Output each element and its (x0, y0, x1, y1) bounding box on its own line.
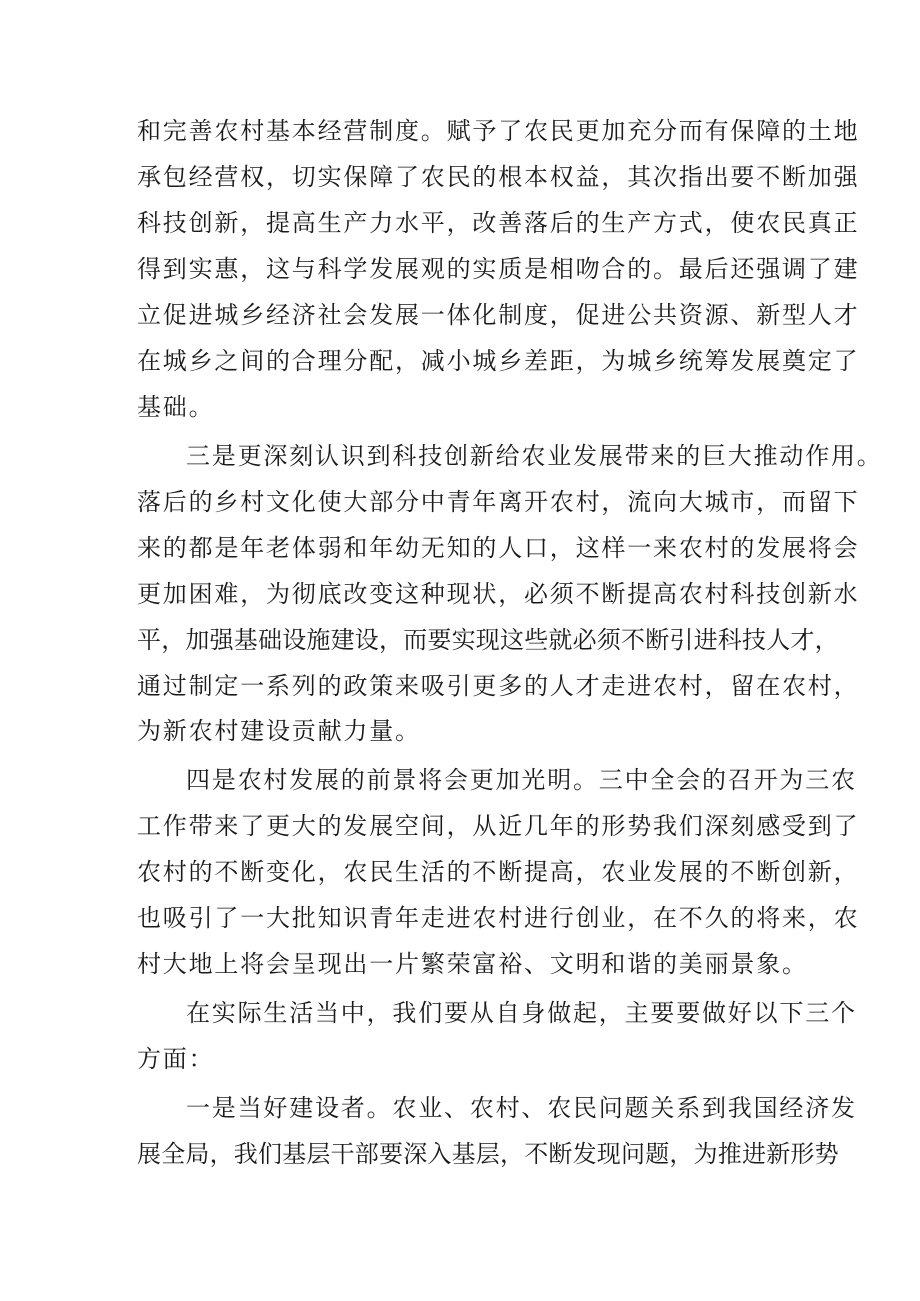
text-line: 村大地上将会呈现出一片繁荣富裕、文明和谐的美丽景象。 (137, 950, 808, 978)
text-line: 更加困难，为彻底改变这种现状，必须不断提高农村科技创新水 (137, 580, 860, 608)
text-line: 为新农村建设贡献力量。 (137, 717, 421, 745)
text-line: 来的都是年老体弱和年幼无知的人口，这样一来农村的发展将会 (137, 534, 860, 562)
text-line: 四是农村发展的前景将会更加光明。三中全会的召开为三农 (186, 766, 857, 794)
text-line: 展全局，我们基层干部要深入基层，不断发现问题，为推进新形势 (137, 1140, 839, 1168)
text-line: 通过制定一系列的政策来吸引更多的人才走进农村，留在农村， (137, 672, 860, 700)
text-line: 工作带来了更大的发展空间，从近几年的形势我们深刻感受到了 (137, 812, 860, 840)
text-line: 在城乡之间的合理分配，减小城乡差距，为城乡统筹发展奠定了 (137, 347, 860, 375)
text-line: 立促进城乡经济社会发展一体化制度，促进公共资源、新型人才 (137, 301, 860, 329)
text-line: 和完善农村基本经营制度。赋予了农民更加充分而有保障的土地 (137, 117, 860, 145)
text-line: 基础。 (137, 393, 215, 421)
text-line: 科技创新，提高生产力水平，改善落后的生产方式，使农民真正 (137, 209, 860, 237)
text-line: 承包经营权，切实保障了农民的根本权益，其次指出要不断加强 (137, 163, 860, 191)
text-line: 在实际生活当中，我们要从自身做起，主要要做好以下三个 (186, 999, 857, 1027)
text-line: 得到实惠，这与科学发展观的实质是相吻合的。最后还强调了建 (137, 255, 860, 283)
text-line: 方面： (137, 1045, 215, 1073)
text-line: 落后的乡村文化使大部分中青年离开农村，流向大城市，而留下 (137, 488, 860, 516)
text-line: 平，加强基础设施建设，而要实现这些就必须不断引进科技人才， (137, 626, 839, 654)
text-line: 农村的不断变化，农民生活的不断提高，农业发展的不断创新， (137, 858, 860, 886)
text-line: 三是更深刻认识到科技创新给农业发展带来的巨大推动作用。 (186, 442, 883, 470)
text-line: 也吸引了一大批知识青年走进农村进行创业，在不久的将来，农 (137, 904, 860, 932)
text-line: 一是当好建设者。农业、农村、农民问题关系到我国经济发 (186, 1094, 857, 1122)
